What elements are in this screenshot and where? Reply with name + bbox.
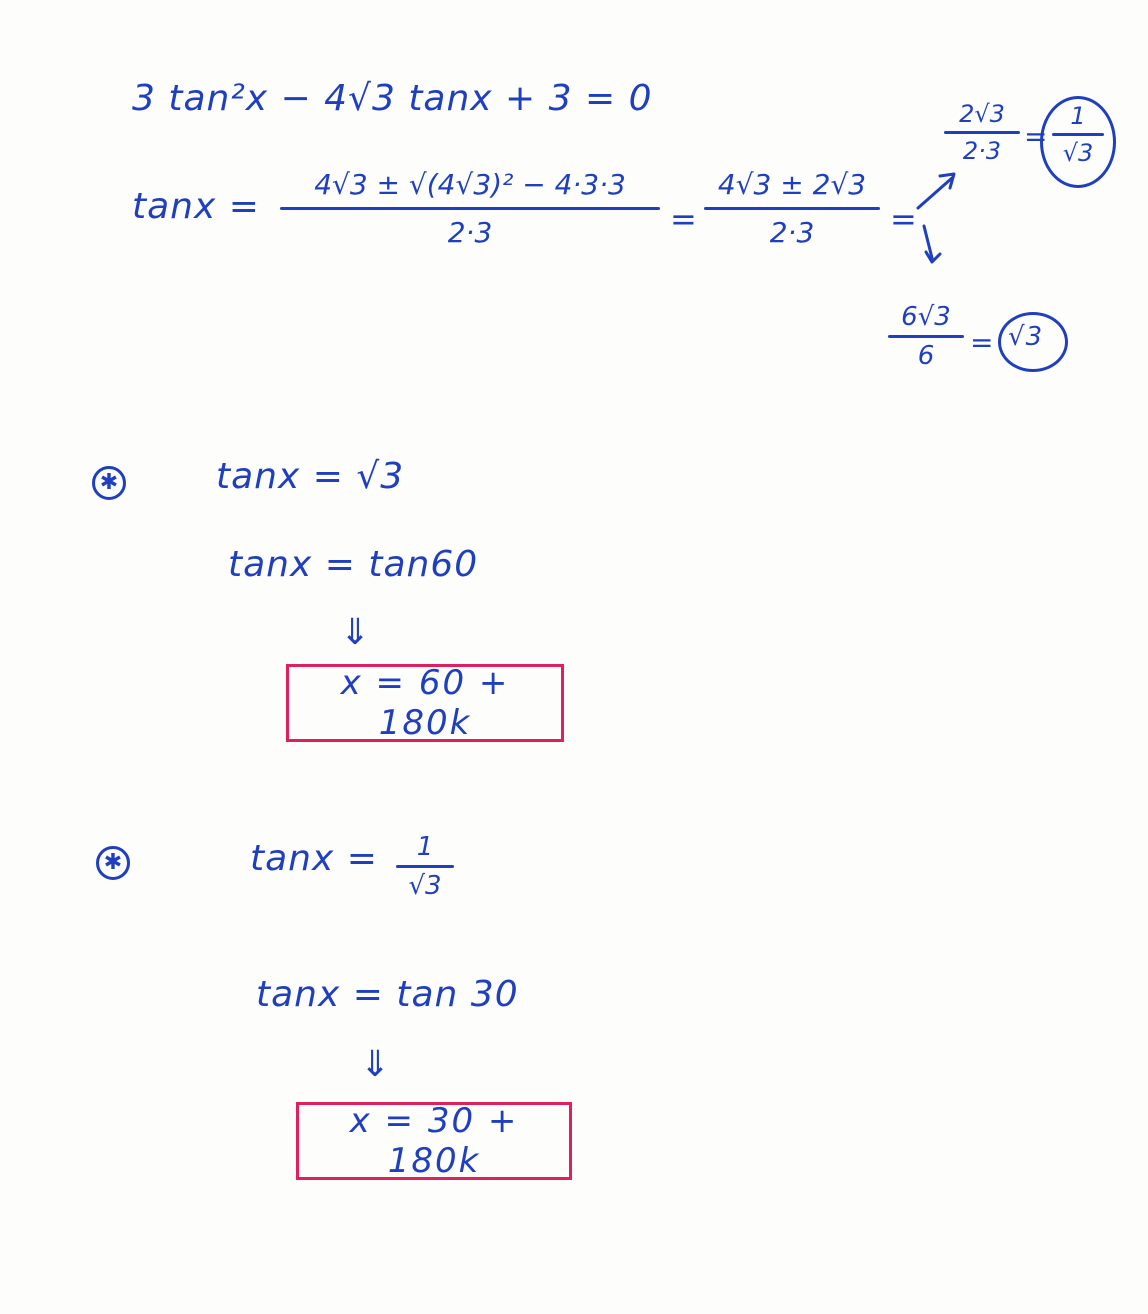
upper-branch-numerator: 2√3 bbox=[959, 100, 1005, 128]
quadratic-formula-numerator: 4√3 ± √(4√3)² − 4·3·3 bbox=[314, 168, 626, 201]
root-numerator: 1 bbox=[1070, 102, 1086, 130]
simplified-denominator: 2·3 bbox=[769, 216, 815, 249]
fraction-bar bbox=[1052, 133, 1104, 136]
implies-arrow-icon: ⇓ bbox=[340, 612, 372, 653]
lower-branch-fraction bbox=[888, 302, 964, 371]
equals-sign: = bbox=[970, 326, 995, 359]
case1-answer: x = 60 + 180k bbox=[340, 663, 510, 743]
lower-branch-numerator: 6√3 bbox=[901, 302, 951, 332]
case2-tanx-label: tanx = bbox=[250, 838, 378, 879]
simplified-numerator: 4√3 ± 2√3 bbox=[717, 168, 867, 201]
case2-fraction bbox=[396, 832, 454, 901]
asterisk-marker-icon: ✱ bbox=[92, 466, 126, 500]
case1-tan-equation: tanx = tan60 bbox=[228, 544, 479, 585]
case2-answer: x = 30 + 180k bbox=[349, 1101, 519, 1181]
upper-branch-denominator: 2·3 bbox=[962, 137, 1002, 165]
implies-arrow-icon: ⇓ bbox=[360, 1044, 392, 1085]
answer-box bbox=[296, 1102, 572, 1180]
case2-denominator: √3 bbox=[408, 871, 442, 901]
root-denominator: √3 bbox=[1062, 139, 1094, 167]
tanx-label: tanx = bbox=[132, 186, 260, 227]
equals-sign: = bbox=[890, 200, 918, 238]
fraction-bar bbox=[888, 335, 964, 338]
quadratic-formula-denominator: 2·3 bbox=[447, 216, 493, 249]
fraction-bar bbox=[396, 865, 454, 868]
case2-numerator: 1 bbox=[416, 832, 434, 862]
circled-fraction-root bbox=[1052, 102, 1104, 167]
root-value: √3 bbox=[1008, 322, 1044, 352]
equals-sign: = bbox=[670, 200, 698, 238]
fraction-bar bbox=[944, 131, 1020, 134]
arrow-up-right-icon bbox=[918, 178, 952, 208]
lower-branch-denominator: 6 bbox=[917, 341, 935, 371]
upper-branch-fraction bbox=[944, 100, 1020, 165]
asterisk-marker-icon: ✱ bbox=[96, 846, 130, 880]
equals-sign: = bbox=[1024, 120, 1049, 153]
answer-box bbox=[286, 664, 564, 742]
case1-equation: tanx = √3 bbox=[216, 456, 405, 497]
case2-tan-equation: tanx = tan 30 bbox=[256, 974, 519, 1015]
quadratic-equation: 3 tan²x − 4√3 tanx + 3 = 0 bbox=[132, 78, 653, 119]
